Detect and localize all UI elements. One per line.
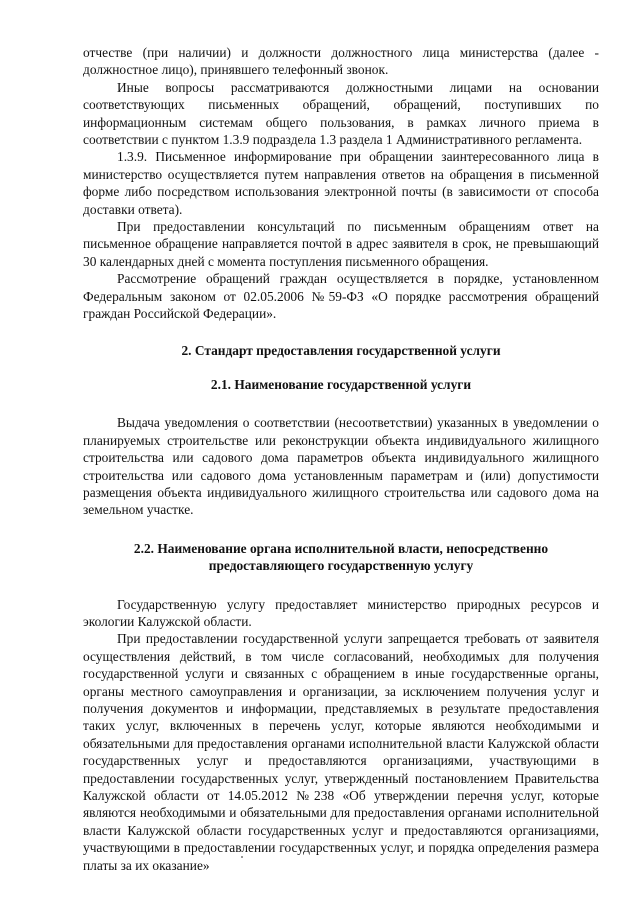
section-2-2-heading-line2: предоставляющего государственную услугу [208,558,474,574]
section-2-1-text: Выдача уведомления о соответствии (несоответствии) указанных в уведомлении о планируемых строительстве или реконструкции объекта индивидуального жилищного строительства или садового дома параметров объекта индивидуального жилищного строительства или садового дома установленным параметрам и (или) допустимости размещения объекта индивидуального жилищного строительства или садового дома на земельном участке. [83,415,599,518]
spacer [83,359,599,376]
spacer [83,323,599,342]
spacer [83,393,599,414]
section-2-2-heading-line1: 2.2. Наименование органа исполнительной власти, непосредственно [133,540,549,556]
section-2-2-paragraph-ministry: Государственную услугу предоставляет министерство природных ресурсов и экологии Калужской области. [83,596,599,629]
section-2-2-paragraph-prohibition: При предоставлении государственной услуги запрещается требовать от заявителя осуществления действий, в том числе согласований, необходимых для получения государственной услуги и связанных с обращением в иные государственные органы, органы местного самоуправления и организации, за исключением получения услуг и получения документов и информации, представляемых в результате предоставления таких услуг, включенных в перечень услуг, которые являются необходимыми и обязательными для предоставления органами исполнительной власти Калужской области государственных услуг и предоставляются организациями, участвующими в предоставлении государственных услуг, утвержденный постановлением Правительства Калужской области от 14.05.2012 №238 «Об утверждении перечня услуг, которые являются необходимыми и обязательными для предоставления органами исполнительной власти Калужской области государственных услуг и предоставляются организациями, участвующими в предоставлении государственных услуг, и порядка определения размера платы за их оказание» [83,631,599,873]
scan-speck [241,856,243,858]
paragraph-1-3-9: 1.3.9. Письменное информирование при обращении заинтересованного лица в министерство осуществляется путем направления ответов на обращения в письменной форме либо посредством использования электронной почты (в зависимости от способа доставки ответа). [83,149,599,217]
paragraph-continuation: отчестве (при наличии) и должности должностного лица министерства (далее - должностное лицо), принявшего телефонный звонок. [83,45,599,78]
spacer [83,519,599,540]
section-2-2-heading [83,540,599,575]
section-2-heading: 2. Стандарт предоставления государственной услуги [181,342,501,358]
paragraph-consultations: При предоставлении консультаций по письменным обращениям ответ на письменное обращение направляется почтой в адрес заявителя в срок, не превышающий 30 календарных дней с момента поступления письменного обращения. [83,219,599,269]
paragraph-citizen-appeals: Рассмотрение обращений граждан осуществляется в порядке, установленном Федеральным законом от 02.05.2006 №59-ФЗ «О порядке рассмотрения обращений граждан Российской Федерации». [83,271,599,322]
document-body [83,44,599,874]
section-2-1-heading: 2.1. Наименование государственной услуги [210,376,472,392]
paragraph-other-questions: Иные вопросы рассматриваются должностными лицами на основании соответствующих письменных обращений, обращений, поступивших по информационным системам общего пользования, в рамках личного приема в соответствии с пунктом 1.3.9 подраздела 1.3 раздела 1 Административного регламента. [83,79,599,148]
spacer [83,575,599,596]
